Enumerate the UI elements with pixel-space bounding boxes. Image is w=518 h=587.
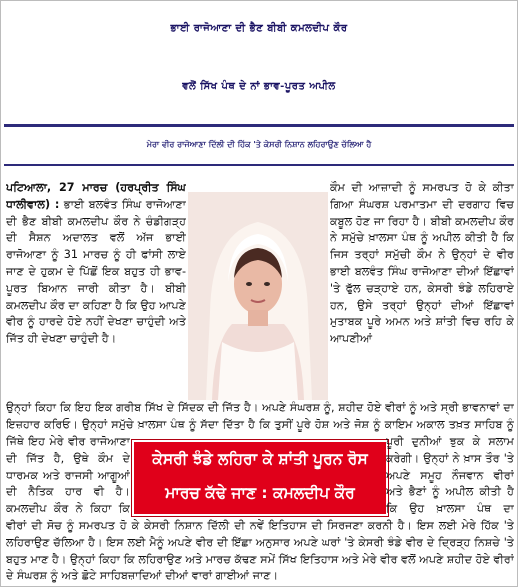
article-column-left-lower <box>6 434 130 518</box>
divider-top <box>4 124 514 127</box>
article-text: ਉਨ੍ਹਾਂ ਕਿਹਾ ਕਿ ਇਹ ਇਕ ਗਰੀਬ ਸਿੱਖ ਦੇ ਸਿੱਦਕ ਦੀ ਜਿੱਤ ਹੈ। ਅਪਣੇ ਸੰਘਰਸ਼ ਨੂੰ, ਸ਼ਹੀਦ ਹੋਏ ਵੀਰਾਂ ਨੂੰ ਅਤੇ ਸ੍ਰੀ ਭਾਵਨਾਵਾਂ ਦਾ ਇਜ਼ਹਾਰ ਕਰਿਓ। ਉਨ੍ਹਾਂ ਸਮੁੱਚੇ ਖ਼ਾਲਸਾ ਪੰਥ ਨੂੰ ਸੱਦਾ ਦਿੱਤਾ ਹੈ ਕਿ ਤੁਸੀਂ ਪੂਰੇ ਹੋਸ਼ ਅਤੇ ਜੋਸ਼ ਨੂੰ ਕਾਇਮ ਅਕਾਲ ਤਖ਼ਤ ਸਾਹਿਬ ਨੂੰ <box>6 401 514 431</box>
portrait-illustration <box>188 192 328 400</box>
headline-line-2: ਵਲੋਂ ਸਿੱਖ ਪੰਥ ਦੇ ਨਾਂ ਭਾਵ-ਪੂਰਤ ਅਪੀਲ <box>182 81 336 92</box>
article-text: ਕੌਮ ਦੀ ਆਜ਼ਾਦੀ ਨੂੰ ਸਮਰਪਤ ਹੋ ਕੇ ਕੀਤਾ ਗਿਆ ਸੰਘਰਸ਼ ਪਰਮਾਤਮਾ ਦੀ ਦਰਗਾਹ ਵਿਚ ਕਬੂਲ ਹੋਣ ਜਾ ਰਿਹਾ ਹੈ। ਬੀਬੀ ਕਮਲਦੀਪ ਕੌਰ ਨੇ ਸਮੁੱਚੇ ਖ਼ਾਲਸਾ ਪੰਥ ਨੂੰ ਅਪੀਲ ਕੀਤੀ ਹੈ ਕਿ ਜਿਸ ਤਰ੍ਹਾਂ ਸਮੁੱਚੀ ਕੌਮ ਨੇ ਉਨ੍ਹਾਂ ਦੇ ਵੀਰ ਭਾਈ ਬਲਵੰਤ ਸਿੰਘ ਰਾਜੋਆਣਾ ਦੀਆਂ ਇੱਛਾਵਾਂ 'ਤੇ ਫੁੱਲ ਚੜ੍ਹਾਏ ਹਨ, ਕੇਸਰੀ ਝੰਡੇ ਲਹਿਰਾਏ ਹਨ, ਉਸੇ ਤਰ੍ਹਾਂ ਉਨ੍ਹਾਂ ਦੀਆਂ ਇੱਛਾਵਾਂ ਮੁਤਾਬਕ ਪੂਰੇ ਅਮਨ ਅਤੇ ਸ਼ਾਂਤੀ ਵਿਚ ਰਹਿ ਕੇ ਆਪਣੀਆਂ <box>330 181 514 346</box>
article-column-right <box>330 180 514 400</box>
portrait-photo <box>188 192 328 400</box>
article-text: ਭਾਈ ਬਲਵੰਤ ਸਿੰਘ ਰਾਜੋਆਣਾ ਦੀ ਭੈਣ ਬੀਬੀ ਕਮਲਦੀਪ ਕੌਰ ਨੇ ਚੰਡੀਗੜ੍ਹ ਦੀ ਸੈਸ਼ਨ ਅਦਾਲਤ ਵਲੋਂ ਅੱਜ ਭਾਈ ਰਾਜੋਆਣਾ ਨੂੰ 31 ਮਾਰਚ ਨੂੰ ਹੀ ਫਾਂਸੀ ਲਾਏ ਜਾਣ ਦੇ ਹੁਕਮ ਦੇ ਪਿੱਛੋਂ ਇਕ ਬਹੁਤ ਹੀ ਭਾਵ-ਪੂਰਤ ਬਿਆਨ ਜਾਰੀ ਕੀਤਾ ਹੈ। ਬੀਬੀ ਕਮਲਦੀਪ ਕੌਰ ਦਾ ਕਹਿਣਾ ਹੈ ਕਿ ਉਹ ਆਪਣੇ ਵੀਰ ਨੂੰ ਹਾਰਦੇ ਹੋਏ ਨਹੀਂ ਦੇਖਣਾ ਚਾਹੁੰਦੀ ਅਤੇ ਜਿੱਤ ਹੀ ਦੇਖਣਾ ਚਾਹੁੰਦੀ ਹੈ। <box>6 197 186 346</box>
callout-line-1: ਕੇਸਰੀ ਝੰਡੇ ਲਹਿਰਾ ਕੇ ਸ਼ਾਂਤੀ ਪੂਰਨ ਰੋਸ <box>152 450 368 468</box>
callout-quote-box <box>132 440 388 516</box>
dateline: ਪਟਿਆਲਾ, 27 ਮਾਰਚ (ਹਰਪ੍ਰੀਤ ਸਿੰਘ ਧਾਲੀਵਾਲ) : <box>6 181 186 211</box>
article-wide-block-1 <box>6 400 514 434</box>
subheadline: ਮੇਰਾ ਵੀਰ ਰਾਜੋਆਣਾ ਦਿੱਲੀ ਦੀ ਹਿੱਕ 'ਤੇ ਕੇਸਰੀ ਨਿਸ਼ਾਨ ਲਹਿਰਾਉਣ ਚੱਲਿਆ ਹੈ <box>146 140 372 149</box>
article-wide-block-2 <box>6 518 514 584</box>
article-column-left <box>6 180 186 400</box>
article-column-right-lower <box>386 434 514 518</box>
headline-line-1: ਭਾਈ ਰਾਜੋਆਣਾ ਦੀ ਭੈਣ ਬੀਬੀ ਕਮਲਦੀਪ ਕੌਰ <box>170 23 348 34</box>
article-text: ਵੀਰਾਂ ਦੀ ਸੋਚ ਨੂੰ ਸਮਰਪਤ ਹੋ ਕੇ ਕੇਸਰੀ ਨਿਸ਼ਾਨ ਦਿੱਲੀ ਦੀ ਨਵੇਂ ਇਤਿਹਾਸ ਦੀ ਸਿਰਜਣਾ ਕਰਨੀ ਹੈ। ਇਸ ਲਈ ਮੇਰੇ ਹਿੱਕ 'ਤੇ ਲਹਿਰਾਉਣ ਚੱਲਿਆ ਹੈ। ਇਸ ਲਈ ਮੈਨੂੰ ਅਪਣੇ ਵੀਰ ਦੀ ਇੱਛਾ ਅਨੁਸਾਰ ਅਪਣੇ ਘਰਾਂ 'ਤੇ ਕੇਸਰੀ ਝੰਡੇ ਵੀਰ ਦੇ ਦ੍ਰਿੜ੍ਹ ਨਿਸ਼ਚੇ 'ਤੇ ਬਹੁਤ ਮਾਣ ਹੈ। ਉਨ੍ਹਾਂ ਕਿਹਾ ਕਿ ਲਹਿਰਾਉਣ ਅਤੇ ਮਾਰਚ ਕੱਢਣ ਸਮੇਂ ਸਿੱਖ ਇਤਿਹਾਸ ਅਤੇ ਮੇਰੇ ਵੀਰ ਵਲੋਂ ਅਪਣੇ ਸ਼ਹੀਦ ਹੋਏ ਵੀਰਾਂ ਦੇ ਸੰਘਰਸ਼ ਨੂੰ ਅਤੇ ਛੋਟੇ ਸਾਹਿਬਜ਼ਾਦਿਆਂ ਦੀਆਂ ਵਾਰਾਂ ਗਾਈਆਂ ਜਾਣ। <box>6 519 514 583</box>
divider-bottom <box>4 164 514 166</box>
article-text: ਜਿੱਥੇ ਇਹ ਮੇਰੇ ਵੀਰ ਰਾਜੋਆਣਾ ਦੀ ਜਿੱਤ ਹੈ, ਉਥੇ ਕੌਮ ਦੇ ਧਾਰਮਕ ਅਤੇ ਰਾਜਸੀ ਆਗੂਆਂ ਦੀ ਨੈਤਿਕ ਹਾਰ ਵੀ ਹੈ। ਕਮਲਦੀਪ ਕੌਰ ਨੇ ਕਿਹਾ ਕਿ <box>6 435 130 516</box>
callout-line-2: ਮਾਰਚ ਕੱਢੇ ਜਾਣ : ਕਮਲਦੀਪ ਕੌਰ <box>165 484 355 502</box>
article-text: ਪੂਰੀ ਦੁਨੀਆਂ ਝੁਕ ਕੇ ਸਲਾਮ ਕਰੇਗੀ। ਉਨ੍ਹਾਂ ਨੇ ਖ਼ਾਸ ਤੌਰ 'ਤੇ ਅਪਣੇ ਸਮੂਹ ਨੌਜਵਾਨ ਵੀਰਾਂ ਅਤੇ ਭੈਣਾਂ ਨੂੰ ਅਪੀਲ ਕੀਤੀ ਹੈ ਕਿ ਉਹ ਖ਼ਾਲਸਾ ਪੰਥ ਦਾ <box>386 435 514 516</box>
